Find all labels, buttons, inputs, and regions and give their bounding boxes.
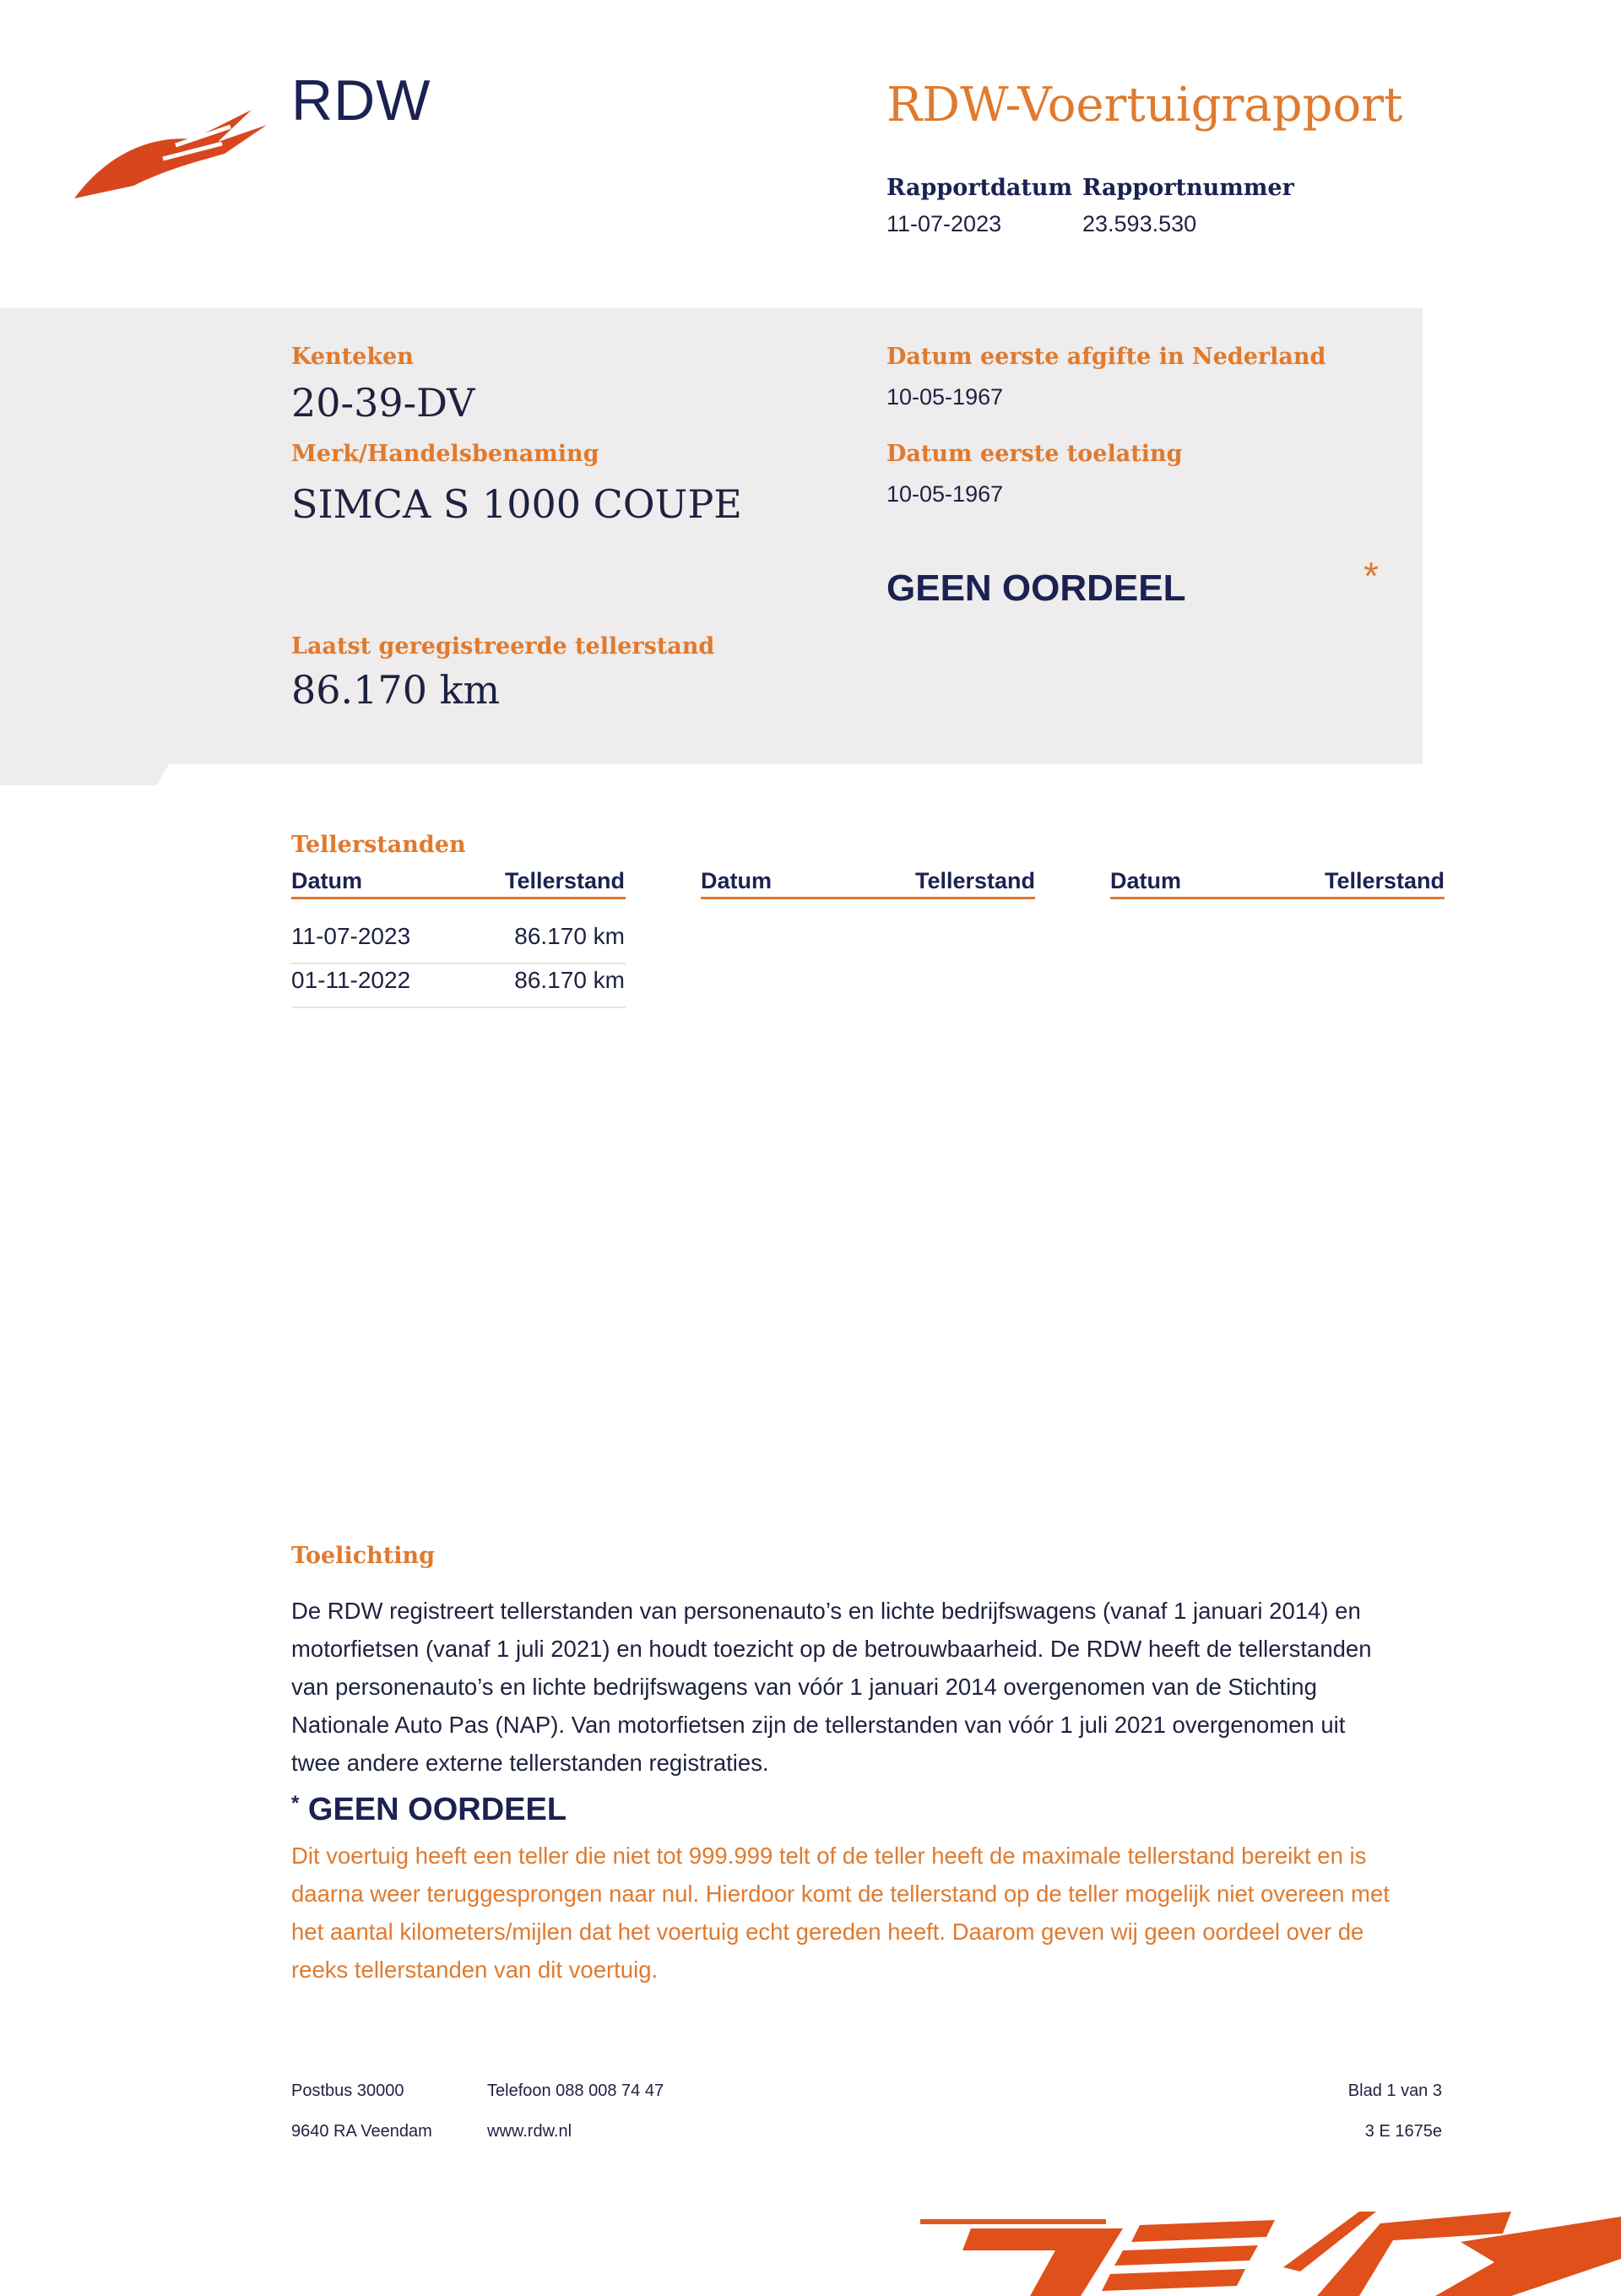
report-number: 23.593.530 <box>1082 211 1197 236</box>
verdict-line: reeks tellerstanden van dit voertuig. <box>291 1957 659 1983</box>
vehicle-summary-panel <box>0 308 1423 764</box>
verdict-line: Dit voertuig heeft een teller die niet tot 999.999 telt of de teller heeft de maximale tellerstand bereikt en is <box>291 1843 1367 1869</box>
report-number-label: Rapportnummer <box>1082 175 1294 201</box>
reading-value: 86.170 km <box>514 967 625 993</box>
make-value: SIMCA S 1000 COUPE <box>291 481 742 527</box>
odometer-label: Laatst geregistreerde tellerstand <box>291 633 715 659</box>
footer-page-number: Blad 1 van 3 <box>1347 2082 1442 2100</box>
verdict-explanation-heading: GEEN OORDEEL <box>307 1792 567 1827</box>
explanation-line: twee andere externe tellerstanden registraties. <box>291 1750 769 1776</box>
reading-date: 11-07-2023 <box>291 923 411 949</box>
reading-value: 86.170 km <box>514 923 625 949</box>
row-divider <box>291 1007 626 1008</box>
explanation-line: motorfietsen (vanaf 1 juli 2021) en houdt toezicht op de betrouwbaarheid. De RDW heeft de tellerstanden <box>291 1636 1372 1662</box>
report-title: RDW-Voertuigrapport <box>886 78 1403 133</box>
make-label: Merk/Handelsbenaming <box>291 441 599 467</box>
col-reading-header: Tellerstand <box>504 868 625 893</box>
verdict-line: daarna weer teruggesprongen naar nul. Hierdoor komt de tellerstand op de teller mogelijk niet overeen met <box>291 1881 1390 1907</box>
col-date-header: Datum <box>701 868 773 893</box>
explanation-line: De RDW registreert tellerstanden van personenauto’s en lichte bedrijfswagens (vanaf 1 januari 2014) en <box>291 1598 1361 1624</box>
header-underline <box>1110 897 1445 899</box>
footer-postbus: Postbus 30000 <box>291 2082 404 2100</box>
readings-title: Tellerstanden <box>291 832 466 858</box>
brand-name: RDW <box>291 68 431 133</box>
first-issue-nl-value: 10-05-1967 <box>886 384 1004 410</box>
explanation-line: van personenauto’s en lichte bedrijfswagens van vóór 1 januari 2014 overgenomen van de Stichting <box>291 1674 1317 1700</box>
col-reading-header: Tellerstand <box>914 868 1035 893</box>
plate-label: Kenteken <box>291 344 414 370</box>
col-date-header: Datum <box>1110 868 1182 893</box>
rdw-logo <box>74 101 268 203</box>
col-reading-header: Tellerstand <box>1324 868 1445 893</box>
explanation-title: Toelichting <box>291 1543 436 1569</box>
rdw-stripes-graphic <box>920 2208 1621 2296</box>
col-date-header: Datum <box>291 868 363 893</box>
first-issue-nl-label: Datum eerste afgifte in Nederland <box>886 344 1326 370</box>
verdict-asterisk: * <box>1363 554 1379 598</box>
odometer-value: 86.170 km <box>291 667 501 713</box>
verdict-explanation-text <box>291 1837 1456 1989</box>
verdict-explanation-title <box>291 1792 567 1828</box>
verdict-explanation-asterisk: * <box>291 1792 300 1815</box>
verdict-line: het aantal kilometers/mijlen dat het voertuig echt gereden heeft. Daarom geven wij geen oordeel over de <box>291 1919 1364 1945</box>
verdict-label: GEEN OORDEEL <box>886 567 1186 609</box>
header-underline <box>291 897 626 899</box>
footer-phone: Telefoon 088 008 74 47 <box>487 2082 664 2100</box>
explanation-line: Nationale Auto Pas (NAP). Van motorfietsen zijn de tellerstanden van vóór 1 juli 2021 overgenomen uit <box>291 1712 1346 1738</box>
plate-value: 20-39-DV <box>291 380 475 426</box>
footer-website[interactable]: www.rdw.nl <box>487 2122 572 2141</box>
panel-tab-shape <box>0 760 194 785</box>
first-admission-label: Datum eerste toelating <box>886 441 1183 467</box>
first-admission-value: 10-05-1967 <box>886 481 1004 507</box>
reading-date: 01-11-2022 <box>291 967 411 993</box>
footer-city: 9640 RA Veendam <box>291 2122 432 2141</box>
report-date: 11-07-2023 <box>886 211 1002 236</box>
explanation-text <box>291 1592 1456 1782</box>
footer-code: 3 E 1675e <box>1364 2122 1442 2141</box>
header-underline <box>701 897 1035 899</box>
report-date-label: Rapportdatum <box>886 175 1073 201</box>
row-divider <box>291 963 626 964</box>
